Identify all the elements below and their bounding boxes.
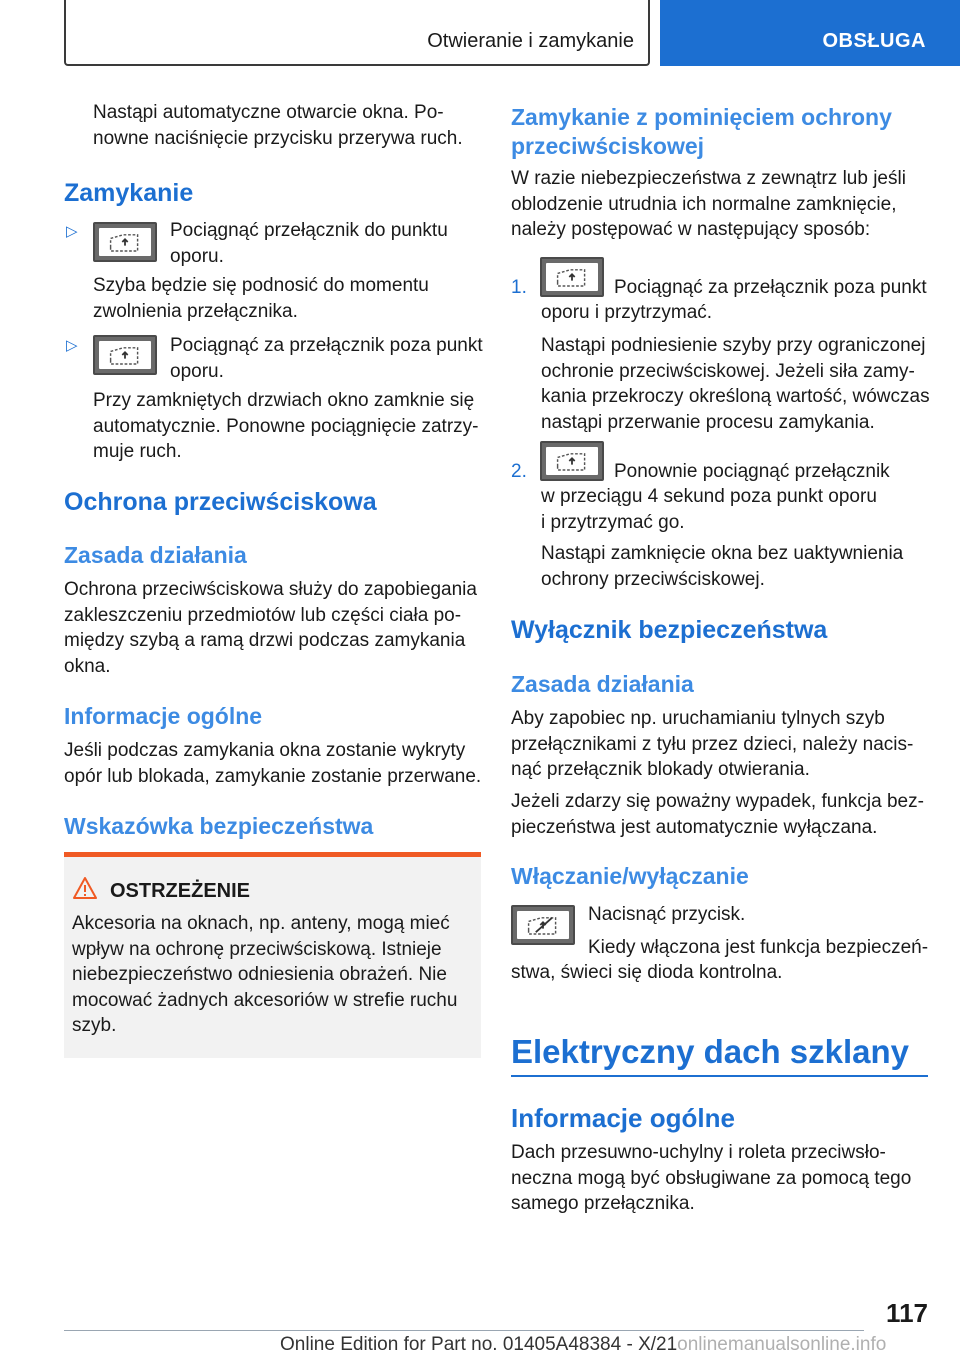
heading-pominiecie xyxy=(511,103,892,161)
pominiecie-paragraph xyxy=(511,166,906,243)
wlaczanie-text-line1: Kiedy włączona jest funkcja bezpieczeń- xyxy=(588,937,929,958)
heading-info-right: Informacje ogólne xyxy=(511,1103,735,1133)
text-line: oporu. xyxy=(170,360,224,382)
heading-info: Informacje ogólne xyxy=(64,703,263,729)
wlaczanie-text-line2: stwa, świeci się dioda kontrolna. xyxy=(511,962,783,983)
heading-ochrona: Ochrona przeciwściskowa xyxy=(64,488,377,516)
window-lock-switch-icon xyxy=(511,905,575,945)
heading-zamykanie: Zamykanie xyxy=(64,179,194,207)
step-number-2: 2. xyxy=(511,461,527,482)
text-line: Nastąpi zamknięcie okna bez uaktywnienia xyxy=(541,543,904,564)
header-section-tab xyxy=(660,0,960,66)
intro-paragraph xyxy=(93,100,463,151)
heading-rule xyxy=(511,1075,928,1077)
triangle-bullet-icon: ▷ xyxy=(66,337,78,354)
text-line: Pociągnąć za przełącznik poza punkt xyxy=(170,335,483,356)
step2-text xyxy=(170,333,483,384)
r-step1-text-line1: Pociągnąć za przełącznik poza punkt xyxy=(614,277,927,298)
text-line: Zamykanie z pominięciem ochrony xyxy=(511,104,892,130)
text-line: Nastąpi automatyczne otwarcie okna. Po- xyxy=(93,102,444,123)
text-line: opór lub blokada, zamykanie zostanie przerwane. xyxy=(64,765,482,787)
r-step1-text-line2: oporu i przytrzymać. xyxy=(541,302,713,323)
text-line: pieczeństwa jest automatycznie wyłączana. xyxy=(511,816,878,838)
text-line: ochrony przeciwściskowej. xyxy=(541,568,765,590)
text-line: należy postępować w następujący sposób: xyxy=(511,219,871,240)
step2-result xyxy=(93,388,478,465)
heading-wskazowka: Wskazówka bezpieczeństwa xyxy=(64,813,374,839)
heading-zasada-right: Zasada działania xyxy=(511,671,694,697)
footer-text xyxy=(280,1334,886,1356)
header-tab xyxy=(64,0,650,66)
r-step2-text-rest xyxy=(541,484,877,535)
warning-text xyxy=(72,911,457,1039)
text-line: neczna mogą być obsługiwane za pomocą tego xyxy=(511,1167,912,1189)
text-line: automatycznie. Ponowne pociągnięcie zatrzy- xyxy=(93,415,479,437)
text-line: zwolnienia przełącznika. xyxy=(93,300,298,322)
text-line: przełącznikami z tyłu przez dzieci, należy nacis- xyxy=(511,733,914,755)
text-line: oporu. xyxy=(170,245,224,267)
step-number-1: 1. xyxy=(511,277,527,298)
text-line: Szyba będzie się podnosić do momentu xyxy=(93,275,429,296)
window-switch-icon xyxy=(540,257,604,297)
text-line: Ochrona przeciwściskowa służy do zapobiegania xyxy=(64,579,477,600)
zasada-paragraph xyxy=(64,577,477,679)
warning-title: OSTRZEŻENIE xyxy=(110,880,251,902)
text-line: mocować żadnych akcesoriów w strefie ruchu xyxy=(72,989,458,1011)
text-line: ochronie przeciwściskowej. Jeżeli siła zamy- xyxy=(541,360,915,382)
r-step1-result xyxy=(541,333,930,435)
r-step2-result xyxy=(541,541,903,592)
heading-zasada: Zasada działania xyxy=(64,542,247,568)
page-number: 117 xyxy=(886,1298,928,1328)
heading-wylacznik: Wyłącznik bezpieczeństwa xyxy=(511,616,828,644)
r-zasada-paragraph1 xyxy=(511,706,913,783)
text-line: Nastąpi podniesienie szyby przy ograniczonej xyxy=(541,335,926,356)
header-title: Otwieranie i zamykanie xyxy=(427,30,634,52)
r-zasada-paragraph2 xyxy=(511,789,924,840)
warning-triangle-icon xyxy=(72,876,98,900)
window-switch-icon xyxy=(93,335,157,375)
text-line: przeciwściskowej xyxy=(511,133,705,159)
text-line: nowne naciśnięcie przycisku przerywa ruch. xyxy=(93,127,463,149)
text-line: w przeciągu 4 sekund poza punkt oporu xyxy=(541,486,877,507)
footer-brand[interactable]: onlinemanualsonline.info xyxy=(677,1334,887,1355)
text-line: Przy zamkniętych drzwiach okno zamknie się xyxy=(93,390,475,411)
text-line: nąć przełącznik blokady otwierania. xyxy=(511,759,810,780)
heading-dach: Elektryczny dach szklany xyxy=(511,1033,910,1070)
text-line: Jeśli podczas zamykania okna zostanie wykryty xyxy=(64,740,466,761)
window-switch-icon xyxy=(540,441,604,481)
r-info-paragraph xyxy=(511,1140,911,1217)
text-line: wpływ na ochronę przeciwściskową. Istnieje xyxy=(72,938,442,960)
text-line: nastąpi przerwanie procesu zamykania. xyxy=(541,411,875,433)
text-line: Aby zapobiec np. uruchamianiu tylnych szyb xyxy=(511,708,885,729)
footer-rule xyxy=(64,1330,864,1331)
text-line: okna. xyxy=(64,655,111,677)
text-line: niebezpieczeństwo odniesienia obrażeń. Nie xyxy=(72,964,447,985)
text-line: muje ruch. xyxy=(93,441,182,462)
text-line: Akcesoria na oknach, np. anteny, mogą mieć xyxy=(72,913,450,934)
text-line: oblodzenie utrudnia ich normalne zamknięcie, xyxy=(511,193,897,215)
text-line: szyb. xyxy=(72,1015,117,1036)
header-section: OBSŁUGA xyxy=(822,30,926,52)
r-step2-text-line1: Ponownie pociągnąć przełącznik xyxy=(614,461,890,482)
triangle-bullet-icon: ▷ xyxy=(66,223,78,240)
text-line: zakleszczeniu przedmiotów lub części ciała po- xyxy=(64,604,462,626)
text-line: Dach przesuwno-uchylny i roleta przeciwsło- xyxy=(511,1142,886,1163)
text-line: i przytrzymać go. xyxy=(541,511,685,533)
footer-edition: Online Edition for Part no. 01405A48384 - X/21 xyxy=(280,1334,678,1355)
heading-wlaczanie: Włączanie/wyłączanie xyxy=(511,863,749,889)
text-line: między szybą a ramą drzwi podczas zamykania xyxy=(64,630,466,651)
step1-result xyxy=(93,273,429,324)
step1-text xyxy=(170,218,448,269)
info-paragraph xyxy=(64,738,481,789)
text-line: W razie niebezpieczeństwa z zewnątrz lub jeśli xyxy=(511,168,906,189)
wlaczanie-step: Nacisnąć przycisk. xyxy=(588,904,746,925)
text-line: Jeżeli zdarzy się poważny wypadek, funkcja bez- xyxy=(511,791,924,812)
window-switch-icon xyxy=(93,222,157,262)
text-line: Pociągnąć przełącznik do punktu xyxy=(170,220,448,241)
text-line: kania przekroczy określoną wartość, wówczas xyxy=(541,386,930,407)
text-line: samego przełącznika. xyxy=(511,1193,695,1214)
